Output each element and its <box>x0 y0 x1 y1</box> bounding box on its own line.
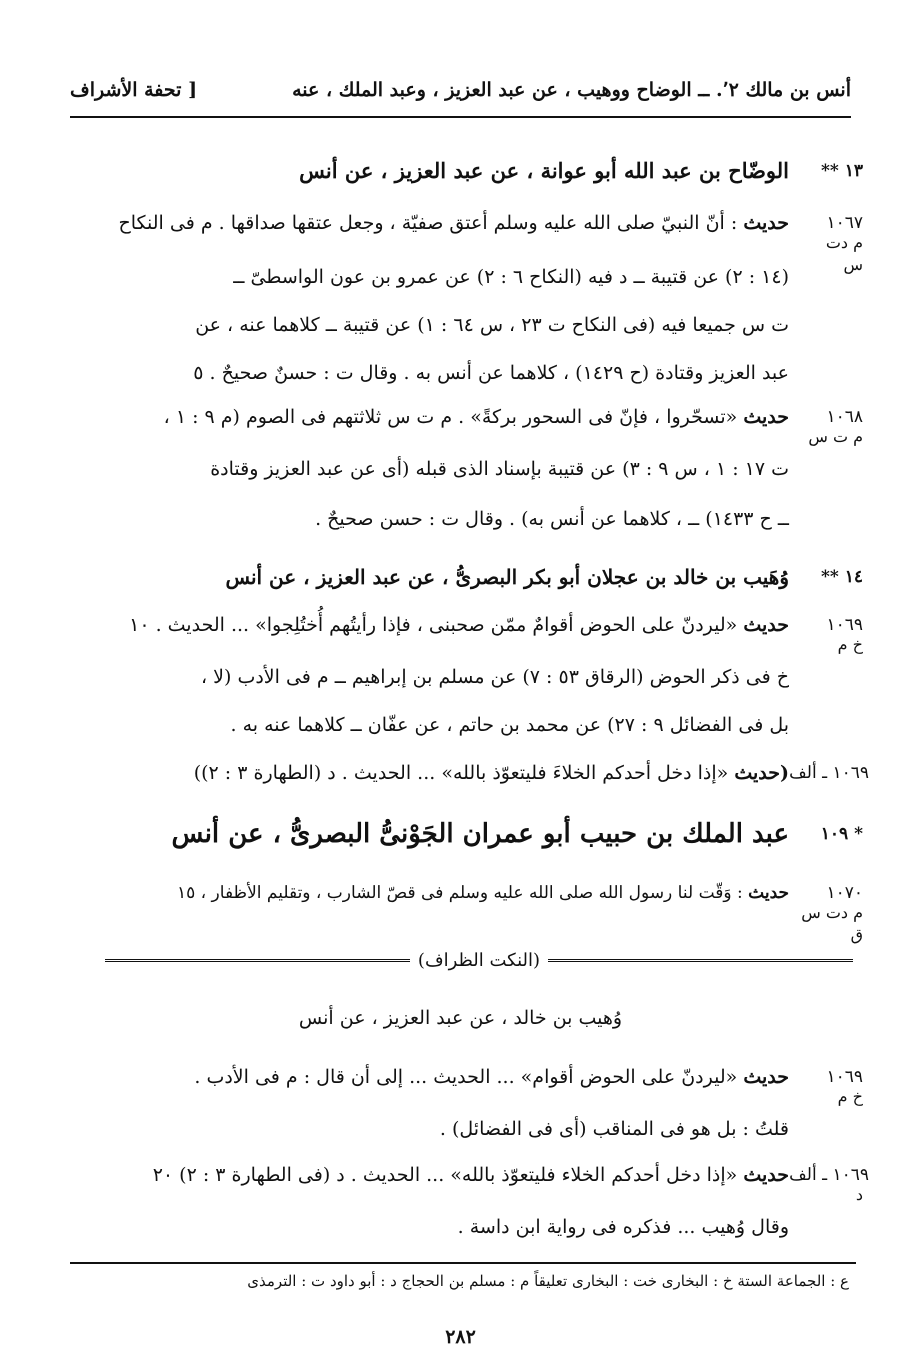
hadith-entry <box>70 876 863 944</box>
entry-narrator-heading <box>70 812 863 862</box>
hadith-label: حديث <box>743 1164 789 1186</box>
entry-line: عبد الملك بن حبيب أبو عمران الجَوْنىُّ البصرىُّ ، عن أنس <box>171 819 789 849</box>
entry-line: الوضّاح بن عبد الله أبو عوانة ، عن عبد العزيز ، عن أنس <box>299 158 789 183</box>
entry-sigla: م دت س ق <box>801 903 863 944</box>
hadith-continuation <box>70 708 863 748</box>
hadith-continuation <box>70 356 863 396</box>
entry-line <box>84 876 789 910</box>
entry-line <box>84 1060 789 1094</box>
nukat-title: (النكت الظراف) <box>417 949 541 971</box>
entry-line-text: «تسحّروا ، فإنّ فى السحور بركةً» . م ت س ثلاثتهم فى الصوم (م ٩ : ١ ، <box>163 406 738 428</box>
entry-line: ت س جميعا فيه (فى النكاح ت ٢٣ ، س ٦٤ : ١) عن قتيبة ــ كلاهما عنه ، عن <box>195 314 789 336</box>
entry-line: وُهَيب بن خالد بن عجلان أبو بكر البصرىُّ ، عن عبد العزيز ، عن أنس <box>225 565 789 589</box>
entry-sigla: خ م <box>837 635 863 654</box>
entry-line: عبد العزيز وقتادة (ح ١٤٢٩) ، كلاهما عن أنس به . وقال ت : حسنٌ صحيحٌ . ٥ <box>193 362 789 384</box>
running-header <box>70 70 851 110</box>
entry-line-text: : أنّ النبيّ صلى الله عليه وسلم أعتق صفيّة ، وجعل عتقها صداقها . م فى النكاح <box>118 212 738 234</box>
entry-number: ١٠٦٧ <box>826 213 863 233</box>
entry-number: ١٠٦٩ ـ ألف <box>789 1165 869 1185</box>
nukat-continuation <box>70 1210 863 1250</box>
entry-line: وقال وُهيب ... فذكره فى رواية ابن داسة . <box>457 1216 789 1238</box>
hadith-continuation <box>70 260 863 300</box>
entry-line <box>84 756 789 790</box>
entry-line: (١٤ : ٢) عن قتيبة ــ د فيه (النكاح ٦ : ٢) عن عمرو بن عون الواسطىّ ــ <box>233 266 789 288</box>
hadith-entry <box>70 608 863 654</box>
entry-number: * ١٠٩ <box>820 824 863 844</box>
hadith-entry <box>70 756 869 796</box>
section-divider <box>105 948 853 972</box>
hadith-entry <box>70 400 863 446</box>
entry-line-text: «ليردنّ على الحوض أقوامٌ ممّن صحبنى ، فإذا رأيتُهم أُختُلِجوا» ... الحديث . ١٠ <box>129 614 738 636</box>
entry-line: بل فى الفضائل ٩ : ٢٧) عن محمد بن حاتم ، عن عفّان ــ كلاهما عنه به . <box>230 714 789 736</box>
entry-number: ١٠٦٩ <box>826 615 863 635</box>
entry-line: ــ ح ١٤٣٣) ــ ، كلاهما عن أنس به) . وقال ت : حسن صحيحٌ . <box>315 508 789 530</box>
entry-sigla: خ م <box>837 1087 863 1106</box>
hadith-label: حديث <box>743 614 789 636</box>
entry-line-text: «ليردنّ على الحوض أقوام» ... الحديث ... إلى أن قال : م فى الأدب . <box>194 1066 738 1088</box>
entry-sigla: م ت س <box>808 427 863 446</box>
nukat-entry <box>70 1158 869 1204</box>
hadith-continuation <box>70 502 863 542</box>
header-rule <box>70 116 851 118</box>
hadith-continuation <box>70 452 863 492</box>
hadith-continuation <box>70 660 863 700</box>
entry-number: ١٠٦٩ <box>826 1067 863 1087</box>
nukat-heading: وُهيب بن خالد ، عن عبد العزيز ، عن أنس <box>298 1007 623 1029</box>
abbreviations-footer: ع : الجماعة الستة خ : البخارى خت : البخارى تعليقاً م : مسلم بن الحجاج د : أبو داود ت : الترمذى <box>247 1272 849 1290</box>
entry-sigla: م دت س <box>825 233 863 274</box>
entry-sigla: د <box>855 1185 863 1204</box>
header-title: أنس بن مالك ٬٢. ــ الوضاح ووهيب ، عن عبد العزيز ، وعبد الملك ، عنه <box>292 79 851 101</box>
entry-line <box>84 206 789 240</box>
entry-line: ت ١٧ : ١ ، س ٩ : ٣) عن قتيبة بإسناد الذى قبله (أى عن عبد العزيز وقتادة <box>210 458 789 480</box>
hadith-label: حديث <box>743 1066 789 1088</box>
hadith-continuation <box>70 308 863 348</box>
nukat-entry <box>70 1060 863 1106</box>
entry-number: ١٠٦٨ <box>826 407 863 427</box>
entry-narrator-heading <box>70 560 863 600</box>
entry-line-text: : وَقّت لنا رسول الله صلى الله عليه وسلم فى قصّ الشارب ، وتقليم الأظفار ، ١٥ <box>177 883 743 903</box>
hadith-label: (حديث <box>734 762 789 784</box>
entry-line-text: «إذا دخل أحدكم الخلاءَ فليتعوّذ بالله» ... الحديث . د (الطهارة ٣ : ٢)) <box>193 762 729 784</box>
nukat-continuation <box>70 1112 863 1152</box>
entry-line: قلتُ : بل هو فى المناقب (أى فى الفضائل) . <box>439 1118 789 1140</box>
entry-number: ١٣ ** <box>821 161 863 181</box>
entry-number: ١٠٦٩ ـ ألف <box>789 763 869 783</box>
entry-number: ١٠٧٠ <box>826 883 863 903</box>
hadith-label: حديث <box>743 406 789 428</box>
entry-line <box>84 608 789 642</box>
hadith-label: حديث <box>743 212 789 234</box>
footer-rule <box>70 1262 856 1264</box>
entry-number: ١٤ ** <box>821 567 863 587</box>
page-number: ٢٨٢ <box>445 1326 476 1348</box>
entry-line <box>84 400 789 434</box>
entry-line <box>84 1158 789 1192</box>
entry-line-text: «إذا دخل أحدكم الخلاء فليتعوّذ بالله» ... الحديث . د (فى الطهارة ٣ : ٢) ٢٠ <box>152 1164 738 1186</box>
header-book-title: [ تحفة الأشراف <box>70 79 198 101</box>
entry-narrator-heading <box>70 154 863 194</box>
hadith-label: حديث <box>748 883 789 903</box>
hadith-entry <box>70 206 863 274</box>
divider-line <box>105 959 410 962</box>
entry-line: خ فى ذكر الحوض (الرقاق ٥٣ : ٧) عن مسلم بن إبراهيم ــ م فى الأدب (لا ، <box>200 666 789 688</box>
divider-line <box>548 959 853 962</box>
